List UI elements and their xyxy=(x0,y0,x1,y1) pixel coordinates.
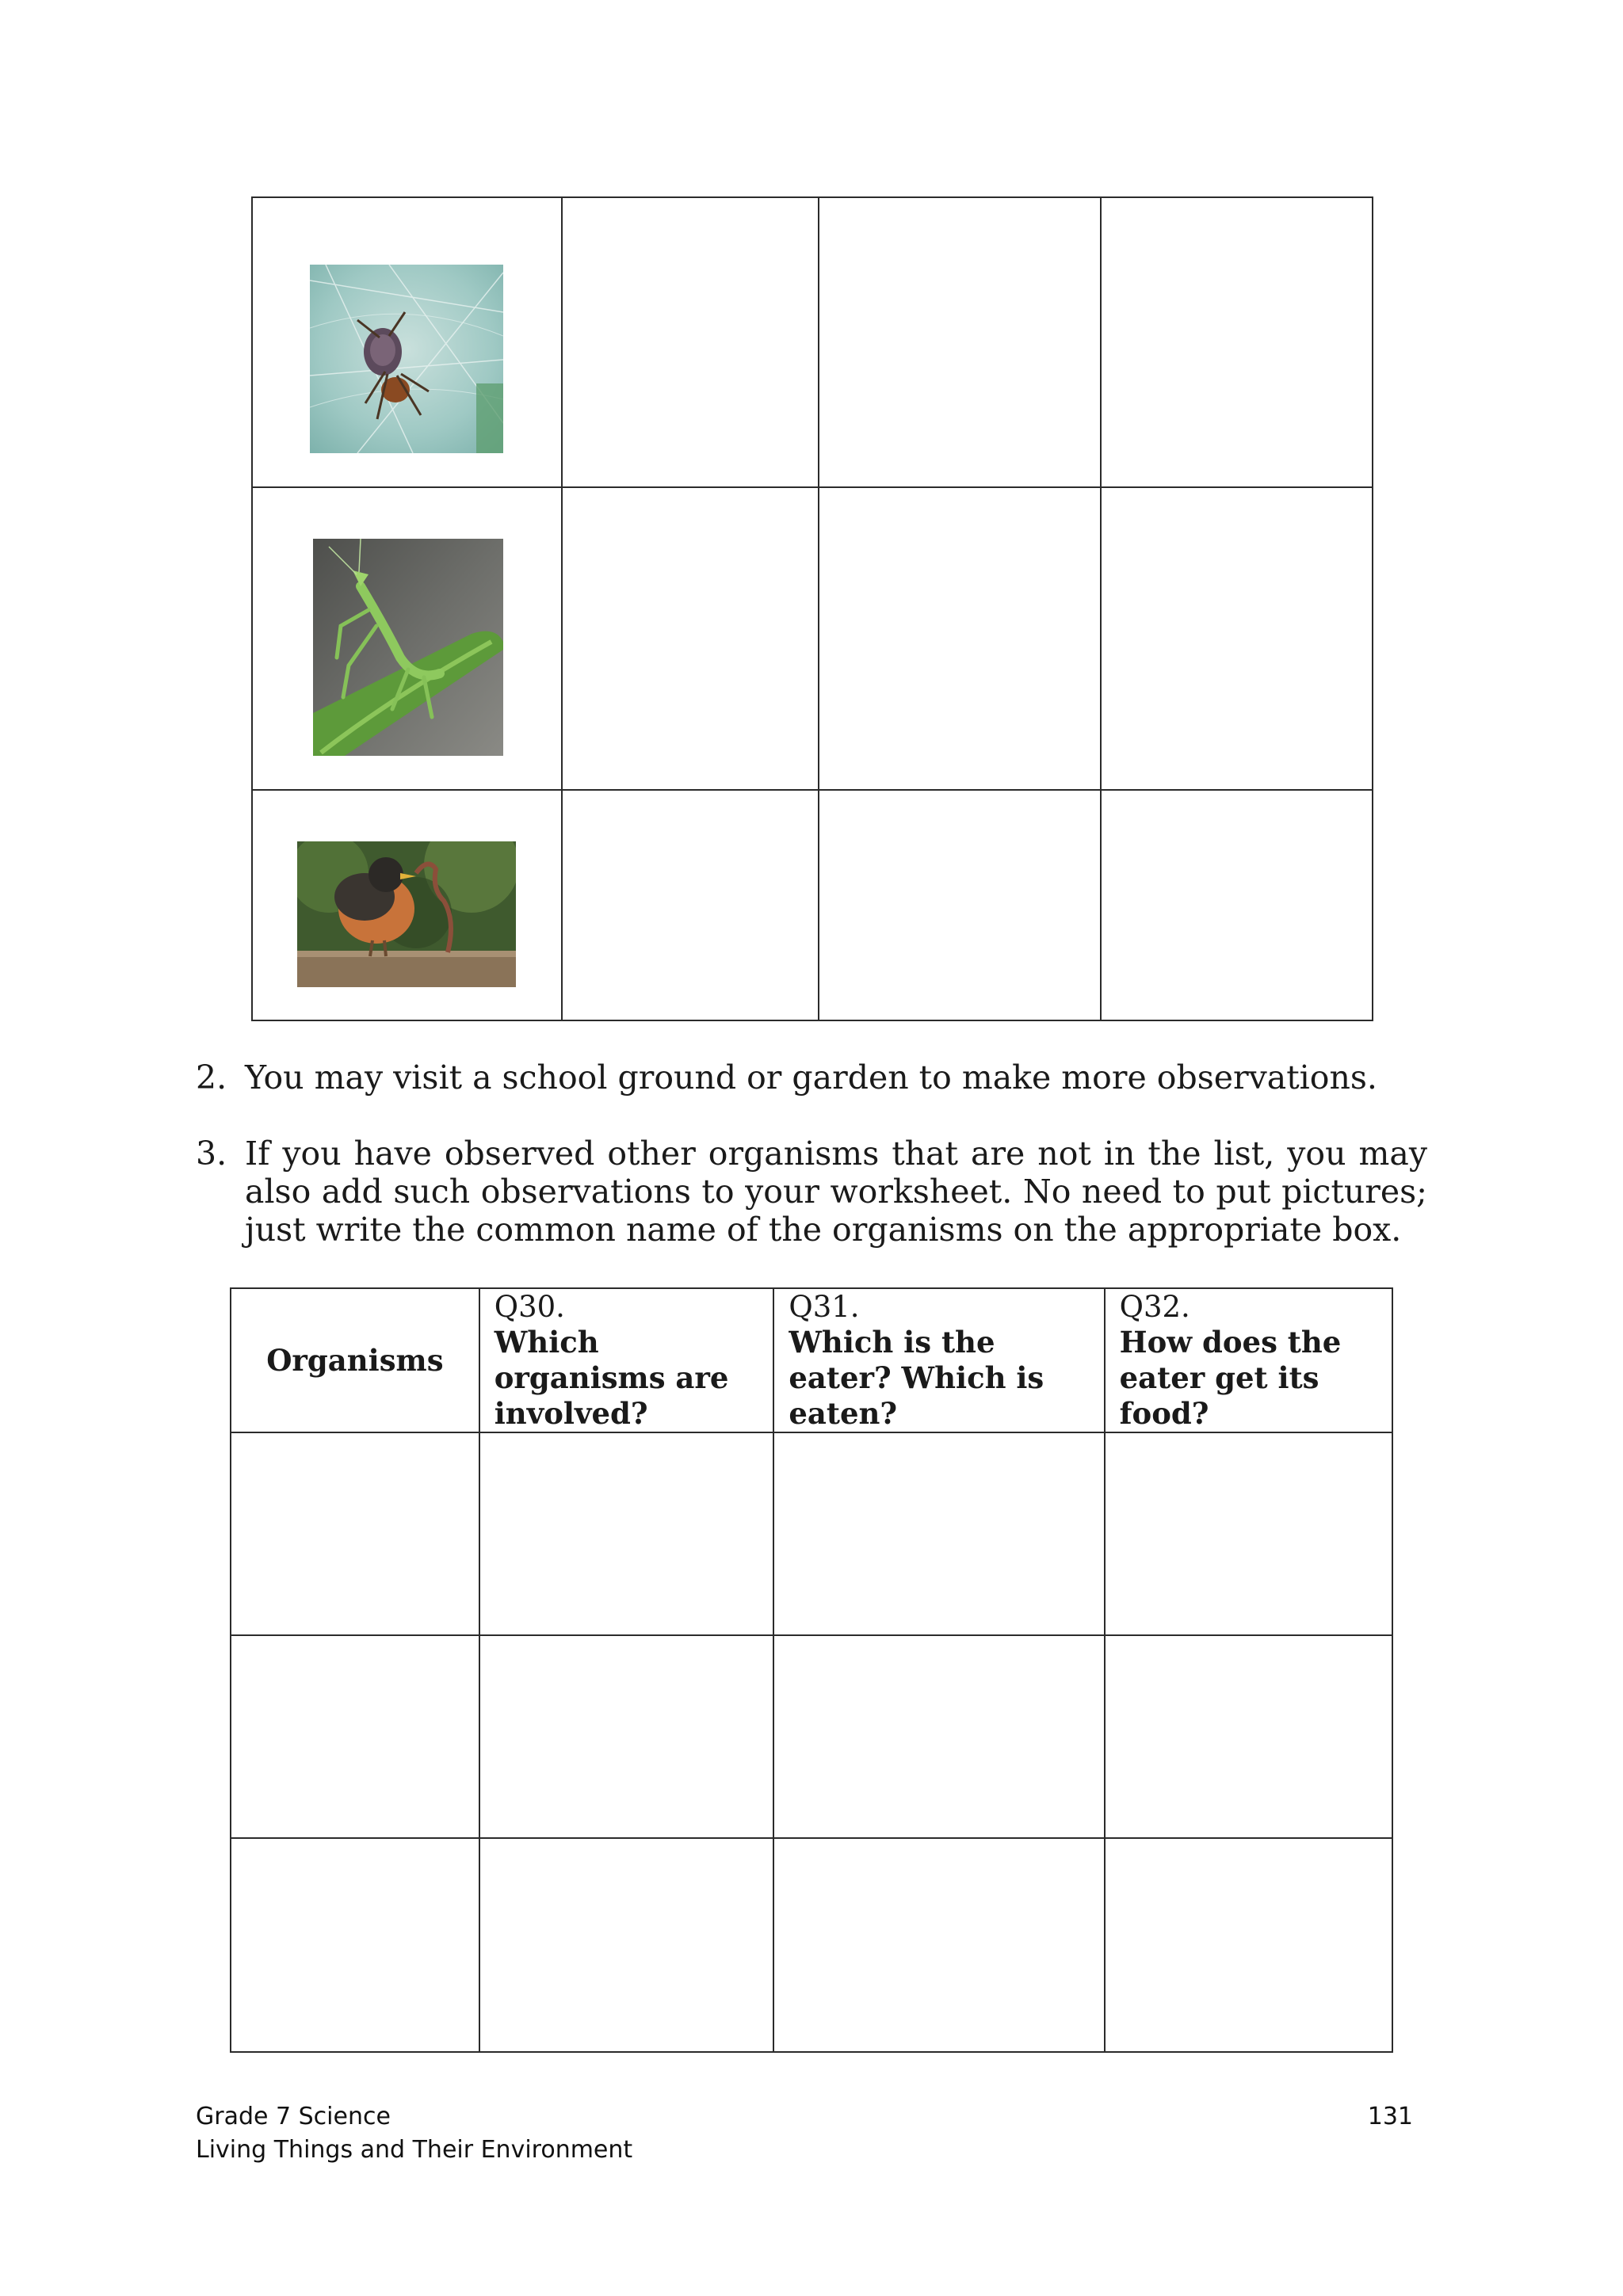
blank-cell[interactable] xyxy=(562,790,819,1020)
question-number: Q30. xyxy=(494,1290,565,1324)
blank-cell[interactable] xyxy=(773,1432,1104,1635)
mantis-photo xyxy=(313,539,503,756)
organism-picture-cell xyxy=(252,197,562,487)
blank-cell[interactable] xyxy=(773,1838,1104,2052)
organism-observation-table xyxy=(251,196,1373,1021)
blank-cell[interactable] xyxy=(479,1838,774,2052)
blank-cell[interactable] xyxy=(1105,1635,1392,1838)
organism-picture-cell xyxy=(252,790,562,1020)
page-number: 131 xyxy=(1367,2103,1413,2130)
question-text: Which is the eater? Which is eaten? xyxy=(789,1325,1044,1431)
blank-cell[interactable] xyxy=(479,1635,774,1838)
instruction-text: You may visit a school ground or garden to make more observations. xyxy=(245,1058,1377,1097)
footer-module: Living Things and Their Environment xyxy=(196,2136,633,2164)
spider-photo xyxy=(310,265,503,453)
blank-cell[interactable] xyxy=(562,197,819,487)
observation-worksheet-table xyxy=(230,1287,1393,2053)
blank-cell[interactable] xyxy=(562,487,819,790)
instruction-number: 3. xyxy=(196,1135,227,1173)
blank-cell[interactable] xyxy=(1101,197,1373,487)
instruction-text: If you have observed other organisms that are not in the list, you may also add such observations to your worksheet. No need to put pictures; just write the common name of the organisms on the appropriate box. xyxy=(245,1135,1427,1249)
instruction-item xyxy=(196,1135,1432,1253)
question-number: Q31. xyxy=(789,1290,860,1324)
blank-cell[interactable] xyxy=(819,197,1101,487)
table-row xyxy=(231,1432,1392,1635)
blank-cell[interactable] xyxy=(231,1838,479,2052)
organism-picture-cell xyxy=(252,487,562,790)
header-organisms: Organisms xyxy=(231,1288,479,1432)
table-row xyxy=(231,1635,1392,1838)
blank-cell[interactable] xyxy=(1105,1432,1392,1635)
table-row xyxy=(252,197,1373,487)
blank-cell[interactable] xyxy=(231,1635,479,1838)
blank-cell[interactable] xyxy=(1101,790,1373,1020)
blank-cell[interactable] xyxy=(1105,1838,1392,2052)
blank-cell[interactable] xyxy=(479,1432,774,1635)
instruction-item xyxy=(196,1058,1432,1098)
blank-cell[interactable] xyxy=(231,1432,479,1635)
blank-cell[interactable] xyxy=(1101,487,1373,790)
blank-cell[interactable] xyxy=(773,1635,1104,1838)
robin-photo xyxy=(297,841,516,987)
header-q32 xyxy=(1105,1288,1392,1432)
question-text: Which organisms are involved? xyxy=(494,1325,729,1431)
table-row xyxy=(252,487,1373,790)
blank-cell[interactable] xyxy=(819,790,1101,1020)
footer-subject: Grade 7 Science xyxy=(196,2103,391,2130)
table-row xyxy=(231,1838,1392,2052)
instruction-number: 2. xyxy=(196,1058,227,1097)
header-q31 xyxy=(773,1288,1104,1432)
question-number: Q32. xyxy=(1119,1290,1190,1324)
header-q30 xyxy=(479,1288,774,1432)
footer-course-info xyxy=(196,2100,632,2167)
question-text: How does the eater get its food? xyxy=(1119,1325,1342,1431)
table-row xyxy=(252,790,1373,1020)
blank-cell[interactable] xyxy=(819,487,1101,790)
table-header-row xyxy=(231,1288,1392,1432)
